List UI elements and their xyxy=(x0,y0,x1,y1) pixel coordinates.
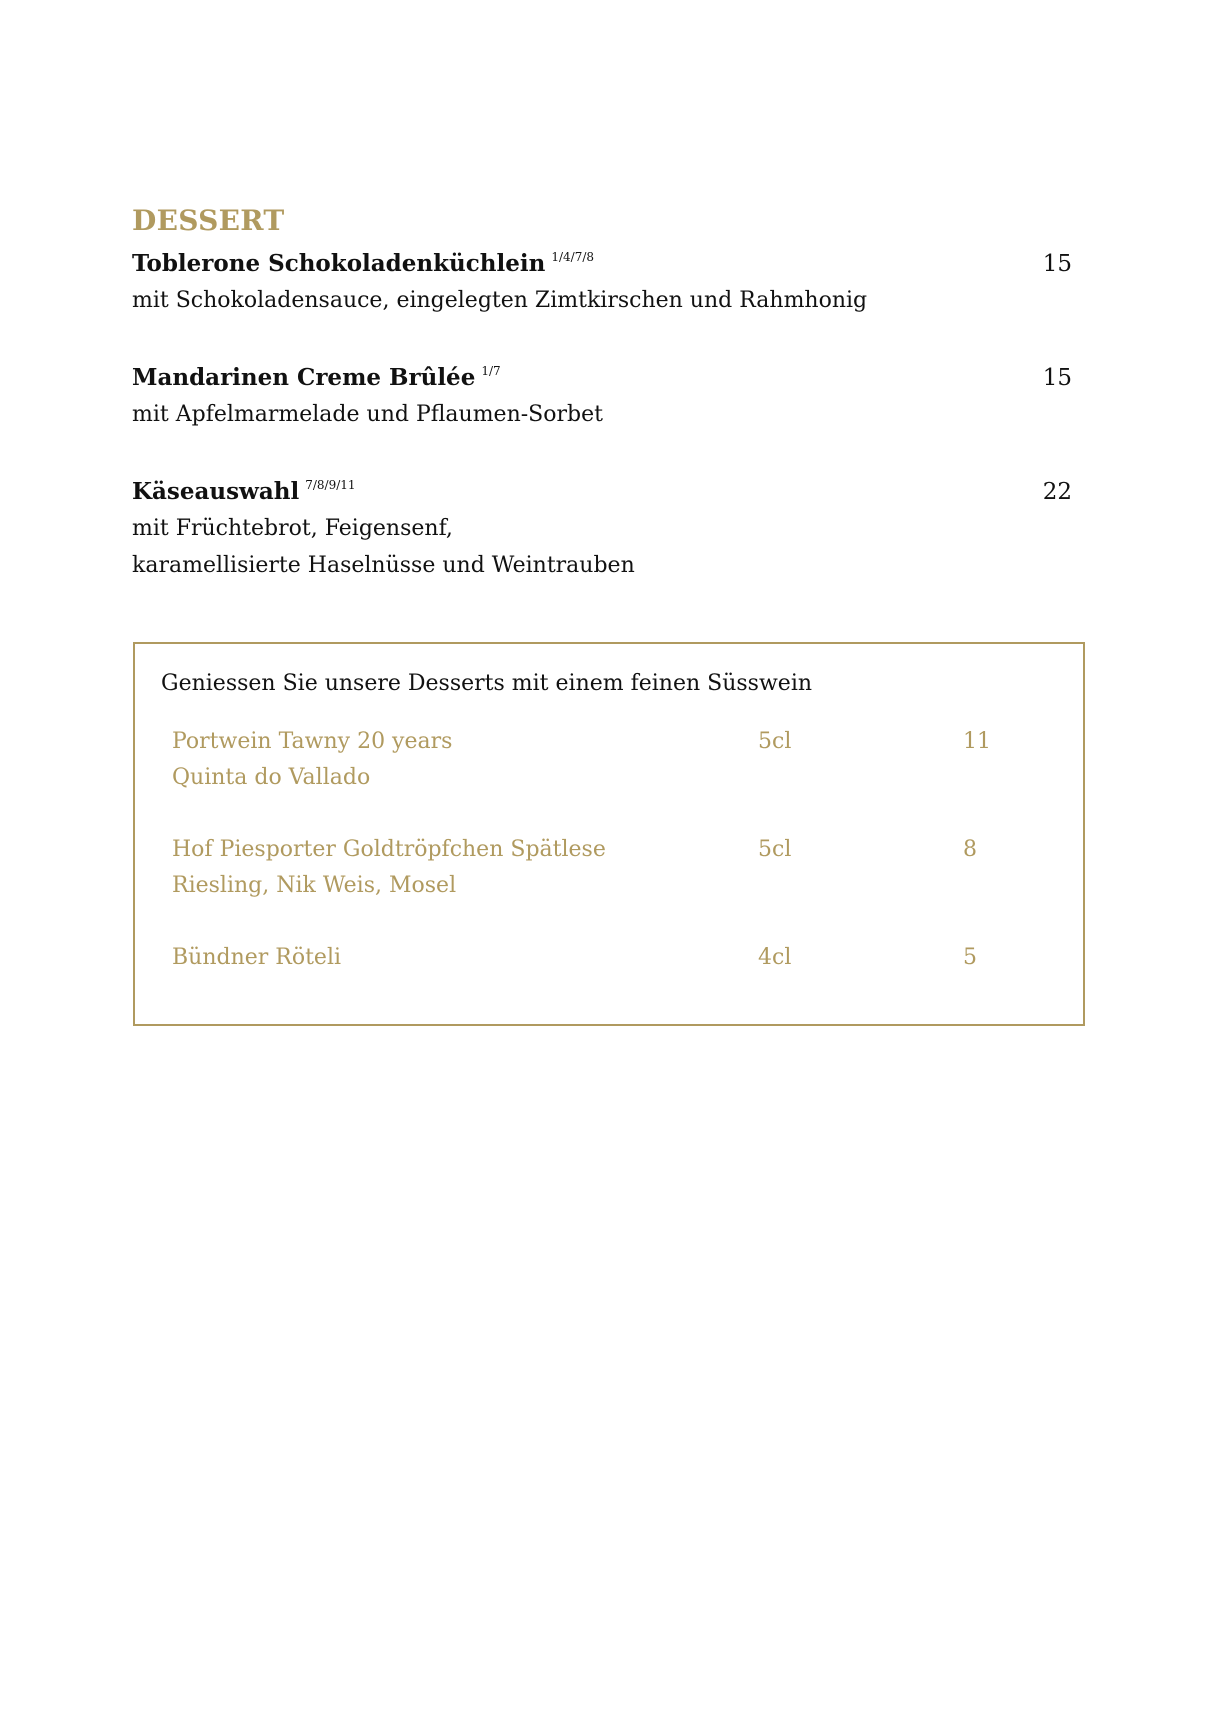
dish-item xyxy=(132,360,1072,433)
wine-price: 11 xyxy=(963,729,991,754)
dish-header xyxy=(132,360,1072,396)
wine-item xyxy=(172,940,977,976)
wine-producer: Quinta do Vallado xyxy=(172,765,371,790)
wine-price: 8 xyxy=(963,837,977,862)
dish-item xyxy=(132,474,1072,584)
wine-producer: Riesling, Nik Weis, Mosel xyxy=(172,873,457,898)
wine-item xyxy=(172,724,991,796)
dish-allergens: 1/7 xyxy=(481,364,501,378)
wine-item xyxy=(172,832,977,904)
section-title: DESSERT xyxy=(132,204,285,237)
dish-description: karamellisierte Haselnüsse und Weintrauben xyxy=(132,553,635,578)
dish-allergens: 7/8/9/11 xyxy=(305,478,356,492)
dish-description: mit Schokoladensauce, eingelegten Zimtkirschen und Rahmhonig xyxy=(132,288,868,313)
wine-price: 5 xyxy=(963,945,977,970)
wine-intro: Geniessen Sie unsere Desserts mit einem feinen Süsswein xyxy=(161,671,813,696)
dish-name: Mandarinen Creme Brûlée xyxy=(132,364,476,391)
wine-size: 5cl xyxy=(758,837,792,862)
dish-name: Käseauswahl xyxy=(132,478,300,505)
dish-allergens: 1/4/7/8 xyxy=(551,250,595,264)
dish-price: 15 xyxy=(1042,365,1072,391)
dish-name: Toblerone Schokoladenküchlein xyxy=(132,250,546,277)
dish-header xyxy=(132,474,1072,510)
wine-name: Bündner Röteli xyxy=(172,945,342,970)
dish-item xyxy=(132,246,1072,319)
wine-pairing-box xyxy=(133,642,1085,1026)
wine-name: Portwein Tawny 20 years xyxy=(172,729,453,754)
dish-description: mit Apfelmarmelade und Pflaumen-Sorbet xyxy=(132,402,603,427)
dish-price: 22 xyxy=(1042,479,1072,505)
wine-size: 4cl xyxy=(758,945,792,970)
dish-description: mit Früchtebrot, Feigensenf, xyxy=(132,516,453,541)
dish-price: 15 xyxy=(1042,251,1072,277)
dish-header xyxy=(132,246,1072,282)
wine-name: Hof Piesporter Goldtröpfchen Spätlese xyxy=(172,837,606,862)
wine-size: 5cl xyxy=(758,729,792,754)
